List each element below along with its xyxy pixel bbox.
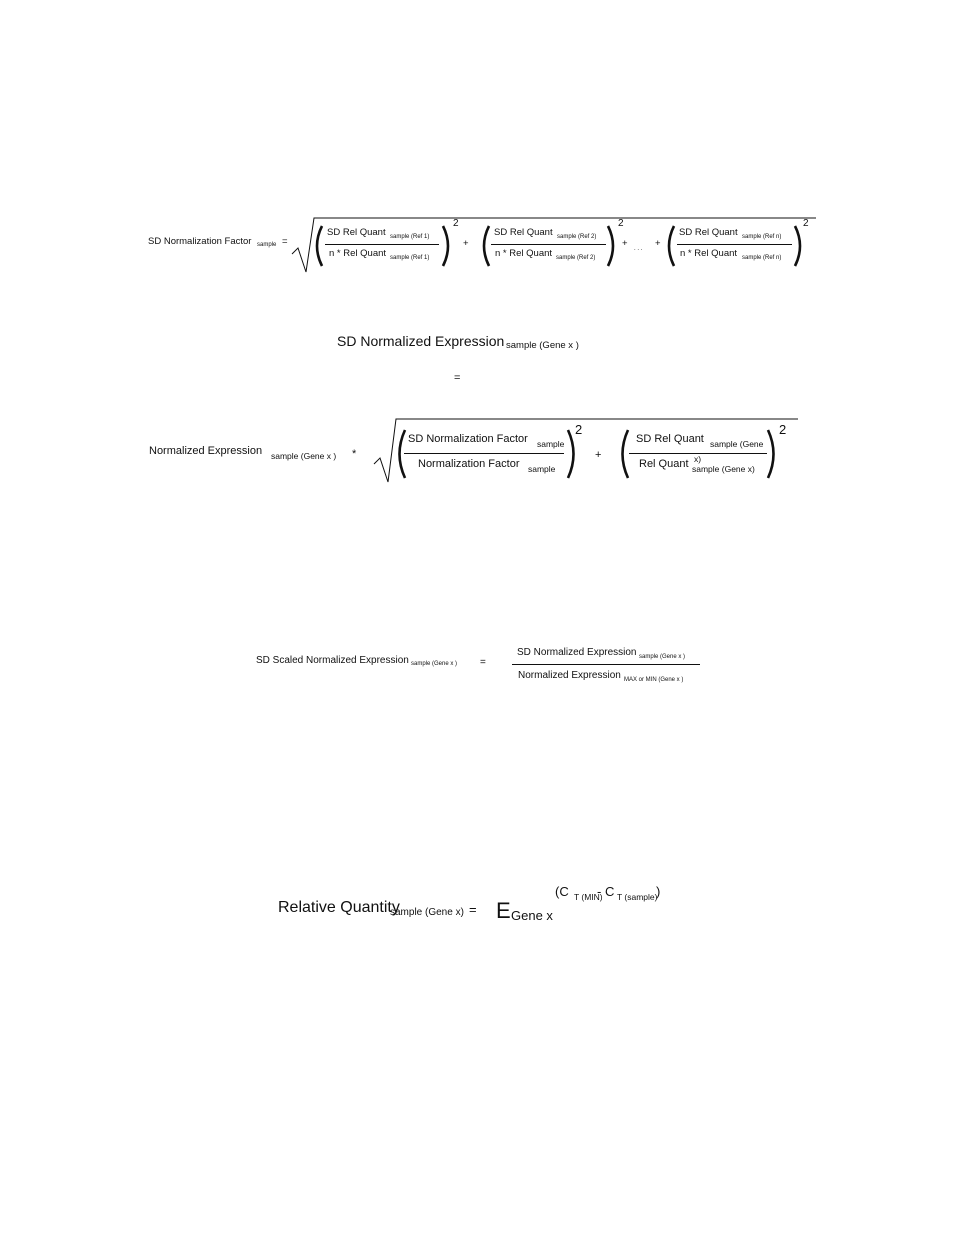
eq2-radical-icon xyxy=(374,418,798,484)
eq1-plus-3: + xyxy=(655,238,661,249)
eq2-term1-numerator-subscript: sample xyxy=(537,439,565,449)
eq1-radical-icon xyxy=(292,216,816,274)
eq1-term1-numerator-subscript: sample (Ref 1) xyxy=(390,234,430,240)
eq1-plus-2: + xyxy=(622,238,628,249)
eq1-term2-denominator-subscript: sample (Ref 2) xyxy=(556,255,596,261)
eq2-term1-exponent: 2 xyxy=(575,422,583,437)
eq1-term3-denominator-subscript: sample (Ref n) xyxy=(742,255,782,261)
eq4-base-subscript: Gene x xyxy=(511,908,553,923)
eq4-exponent-subscript-min: T (MIN) xyxy=(574,892,603,902)
eq2-term1-denominator-subscript: sample xyxy=(528,464,556,474)
eq4-exponent-open: (C xyxy=(555,884,569,899)
eq3-fraction-bar xyxy=(512,664,700,665)
eq2-plus: + xyxy=(595,449,602,461)
eq2-term2-numerator: SD Rel Quant xyxy=(636,433,704,445)
eq2-term2-left-paren-icon xyxy=(617,429,630,479)
eq2-lhs: SD Normalized Expression xyxy=(337,333,505,349)
eq4-exponent-minus: - C xyxy=(597,884,615,899)
eq2-term1-numerator: SD Normalization Factor xyxy=(408,433,528,445)
eq4-equals: = xyxy=(469,902,477,917)
eq3-lhs-subscript: sample (Gene x ) xyxy=(411,661,458,667)
eq1-lhs: SD Normalization Factor xyxy=(148,236,252,247)
eq1-term2-left-paren-icon xyxy=(479,225,491,267)
eq2-term2-denominator-subscript: sample (Gene x) xyxy=(692,464,755,474)
eq1-term2-numerator-subscript: sample (Ref 2) xyxy=(557,234,597,240)
eq1-equals: = xyxy=(282,236,288,247)
eq2-term2-denominator-superscript: x) xyxy=(694,454,702,464)
eq2-term2-exponent: 2 xyxy=(779,422,787,437)
eq1-term3-exponent: 2 xyxy=(803,218,809,229)
eq4-base: E xyxy=(496,898,511,923)
eq1-term1-numerator: SD Rel Quant xyxy=(327,227,386,238)
eq3-numerator: SD Normalized Expression xyxy=(517,647,637,658)
eq1-plus-1: + xyxy=(463,238,469,249)
eq2-term1-fraction-bar xyxy=(404,453,564,454)
eq1-term1-fraction-bar xyxy=(325,244,439,245)
eq1-term2-denominator: n * Rel Quant xyxy=(495,248,553,259)
eq1-term3-numerator: SD Rel Quant xyxy=(679,227,738,238)
eq1-term2-fraction-bar xyxy=(491,244,606,245)
eq4-lhs-subscript: sample (Gene x) xyxy=(390,907,464,918)
eq1-term3-left-paren-icon xyxy=(664,225,676,267)
eq1-term1-denominator-subscript: sample (Ref 1) xyxy=(390,255,430,261)
eq4-exponent-subscript-sample: T (sample) xyxy=(617,892,658,902)
eq2-term2-denominator: Rel Quant xyxy=(639,458,689,470)
eq1-ellipsis: . . . xyxy=(634,246,643,252)
eq1-term1-left-paren-icon xyxy=(312,225,324,267)
eq3-denominator-subscript: MAX or MIN (Gene x ) xyxy=(624,677,684,683)
eq2-term2-right-paren-icon xyxy=(766,429,779,479)
eq2-times: * xyxy=(352,448,357,460)
eq1-term1-right-paren-icon xyxy=(441,225,453,267)
eq2-lhs-subscript: sample (Gene x ) xyxy=(506,340,579,351)
eq3-equals: = xyxy=(480,657,486,668)
eq2-term1-left-paren-icon xyxy=(394,429,407,479)
eq3-lhs: SD Scaled Normalized Expression xyxy=(256,655,409,666)
eq1-term3-numerator-subscript: sample (Ref n) xyxy=(742,234,782,240)
eq2-factor-subscript: sample (Gene x ) xyxy=(271,451,337,461)
eq1-term3-fraction-bar xyxy=(677,244,792,245)
eq2-factor: Normalized Expression xyxy=(149,445,263,457)
eq2-term2-numerator-subscript: sample (Gene xyxy=(710,439,764,449)
eq3-numerator-subscript: sample (Gene x ) xyxy=(639,654,686,660)
eq4-lhs: Relative Quantity xyxy=(278,899,400,916)
eq1-term2-exponent: 2 xyxy=(618,218,624,229)
eq1-term1-denominator: n * Rel Quant xyxy=(329,248,387,259)
eq2-term1-denominator: Normalization Factor xyxy=(418,458,520,470)
eq1-lhs-subscript: sample xyxy=(257,242,277,248)
eq2-equals: = xyxy=(454,372,461,384)
eq1-term2-numerator: SD Rel Quant xyxy=(494,227,553,238)
eq3-denominator: Normalized Expression xyxy=(518,670,621,681)
eq1-term3-right-paren-icon xyxy=(793,225,805,267)
eq4-exponent-close: ) xyxy=(656,884,661,899)
eq1-term3-denominator: n * Rel Quant xyxy=(680,248,738,259)
eq1-term1-exponent: 2 xyxy=(453,218,459,229)
eq1-term2-right-paren-icon xyxy=(606,225,618,267)
